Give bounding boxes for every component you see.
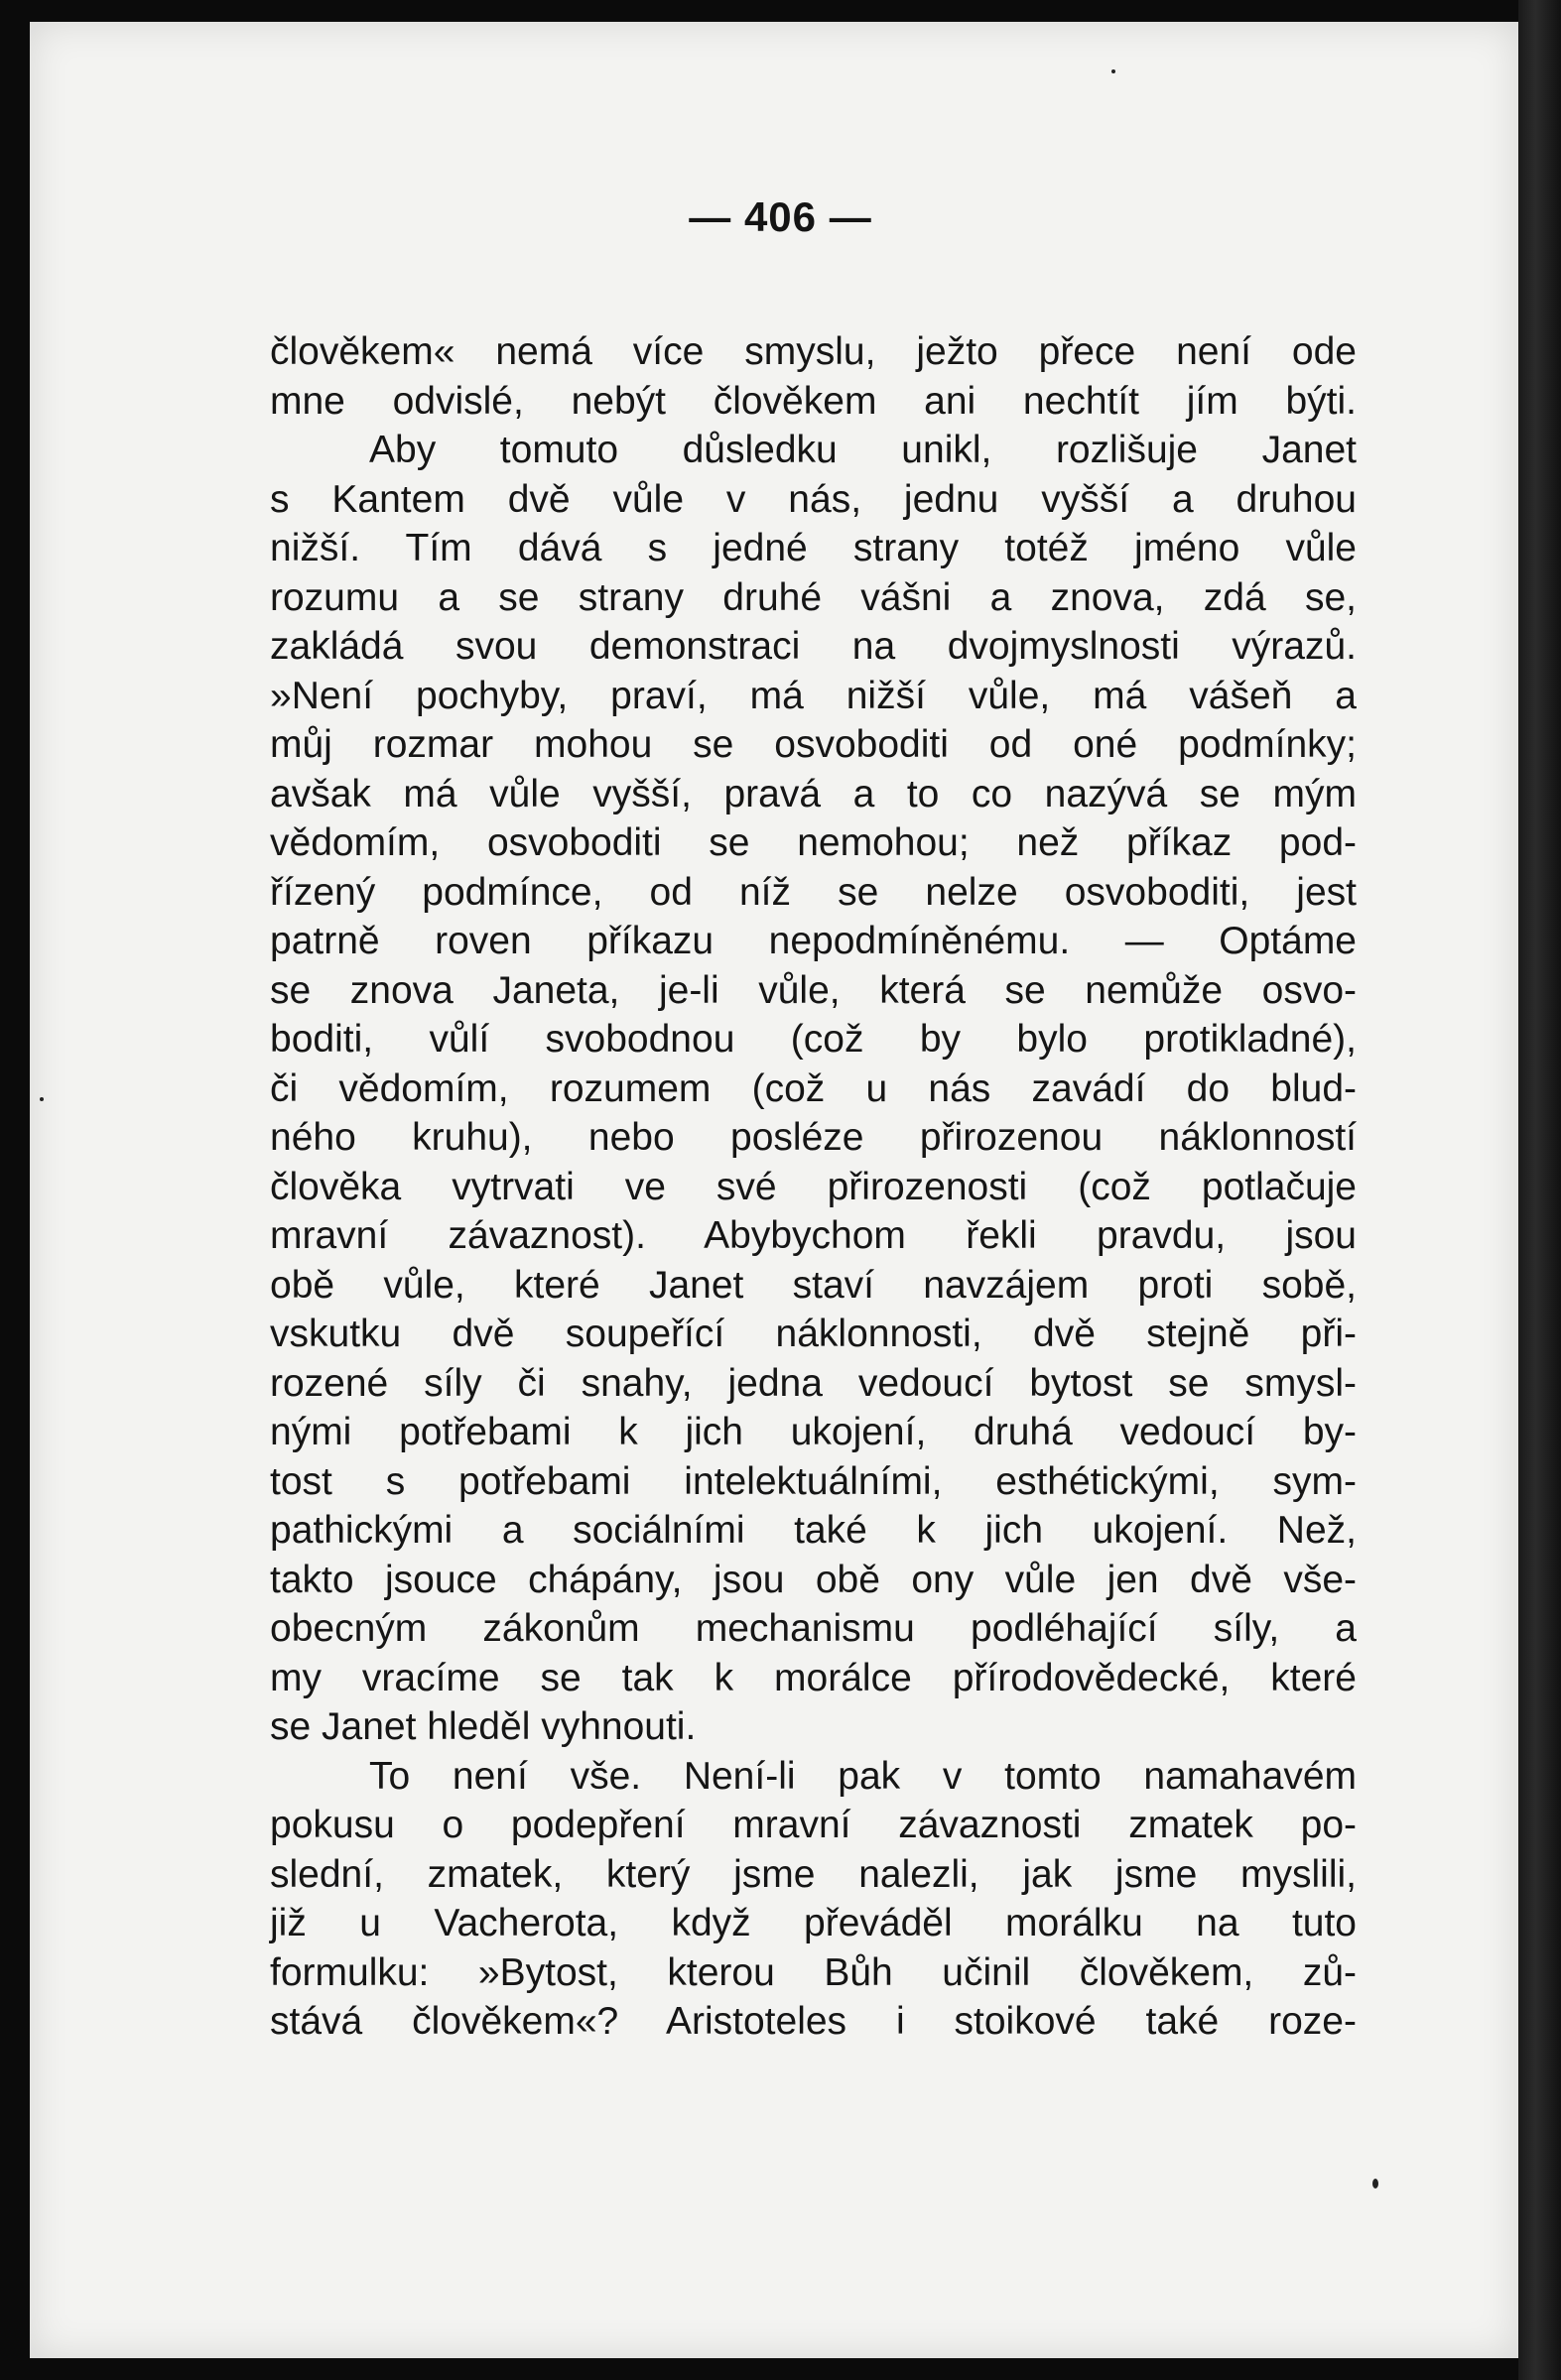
text-line: nižší. Tím dává s jedné strany totéž jméno vůle xyxy=(270,527,1357,569)
text-line: mravní závaznost). Abybychom řekli pravdu, jsou xyxy=(270,1214,1357,1257)
text-line: ného kruhu), nebo posléze přirozenou náklonností xyxy=(270,1116,1357,1159)
text-line: rozumu a se strany druhé vášni a znova, zdá se, xyxy=(270,575,1357,619)
text-line: řízený podmínce, od níž se nelze osvoboditi, jest xyxy=(270,870,1357,914)
text-line: zakládá svou demonstraci na dvojmyslnosti výrazů. xyxy=(270,625,1357,668)
text-line: obě vůle, které Janet staví navzájem proti sobě, xyxy=(270,1263,1357,1307)
text-line: patrně roven příkazu nepodmíněnému. — Optáme xyxy=(270,920,1357,962)
text-line: boditi, vůlí svobodnou (což by bylo protikladné), xyxy=(270,1018,1357,1061)
text-line: vskutku dvě soupeřící náklonnosti, dvě stejně při- xyxy=(270,1313,1357,1355)
text-line: nými potřebami k jich ukojení, druhá vedoucí by- xyxy=(270,1411,1357,1453)
text-line: pokusu o podepření mravní závaznosti zmatek po- xyxy=(270,1804,1357,1846)
text-line: takto jsouce chápány, jsou obě ony vůle jen dvě vše- xyxy=(270,1558,1357,1601)
text-line: či vědomím, rozumem (což u nás zavádí do blud- xyxy=(270,1066,1357,1110)
text-line: To není vše. Není-li pak v tomto namahavém xyxy=(369,1754,1357,1798)
body-text xyxy=(270,327,1357,2047)
scan-speck xyxy=(40,1097,44,1101)
text-line: stává člověkem«? Aristoteles i stoikové také roze- xyxy=(270,2000,1357,2043)
page-edge-shadow xyxy=(1518,0,1561,2380)
text-line: obecným zákonům mechanismu podléhající síly, a xyxy=(270,1607,1357,1650)
text-line: člověkem« nemá více smyslu, ježto přece není ode xyxy=(270,330,1357,373)
text-line: vědomím, osvoboditi se nemohou; než příkaz pod- xyxy=(270,821,1357,864)
text-line: avšak má vůle vyšší, pravá a to co nazývá se mým xyxy=(270,772,1357,815)
text-line: se znova Janeta, je-li vůle, která se nemůže osvo- xyxy=(270,968,1357,1012)
text-line: již u Vacherota, když převáděl morálku na tuto xyxy=(270,1902,1357,1944)
text-line: my vracíme se tak k morálce přírodovědecké, které xyxy=(270,1656,1357,1699)
text-line: tost s potřebami intelektuálními, esthétickými, sym- xyxy=(270,1459,1357,1503)
text-line: s Kantem dvě vůle v nás, jednu vyšší a druhou xyxy=(270,477,1357,521)
scan-speck xyxy=(1372,2179,1378,2189)
text-line: formulku: »Bytost, kterou Bůh učinil člověkem, zů- xyxy=(270,1950,1357,1994)
text-line: můj rozmar mohou se osvoboditi od oné podmínky; xyxy=(270,723,1357,766)
page-number: — 406 — xyxy=(689,193,872,240)
text-line: Aby tomuto důsledku unikl, rozlišuje Janet xyxy=(369,429,1357,471)
text-line: rozené síly či snahy, jedna vedoucí bytost se smysl- xyxy=(270,1361,1357,1405)
text-line: mne odvislé, nebýt člověkem ani nechtít jím býti. xyxy=(270,379,1357,423)
text-line: »Není pochyby, praví, má nižší vůle, má vášeň a xyxy=(270,674,1357,717)
text-line: pathickými a sociálními také k jich ukojení. Než, xyxy=(270,1509,1357,1552)
text-line: člověka vytrvati ve své přirozenosti (což potlačuje xyxy=(270,1165,1357,1208)
scan-speck xyxy=(1111,69,1115,73)
text-line: slední, zmatek, který jsme nalezli, jak jsme myslili, xyxy=(270,1852,1357,1896)
text-line: se Janet hleděl vyhnouti. xyxy=(270,1705,697,1748)
